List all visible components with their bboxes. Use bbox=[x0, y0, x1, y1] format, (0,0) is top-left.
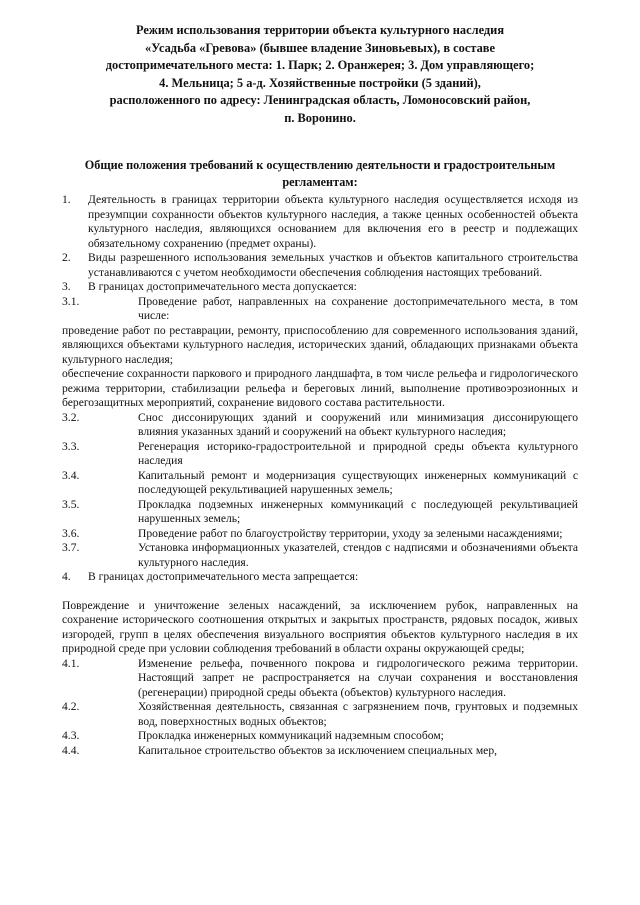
item-text: Виды разрешенного использования земельных участков и объектов капитального строительства устанавливаются с учетом необходимости обеспечения соблюдения настоящих требований. bbox=[88, 251, 578, 279]
item-text: В границах достопримечательного места допускается: bbox=[88, 280, 357, 293]
list-item bbox=[62, 440, 578, 469]
item-text: Установка информационных указателей, стендов с надписями и обозначениями объекта культурного наследия. bbox=[138, 541, 578, 569]
title-line: расположенного по адресу: Ленинградская область, Ломоносовский район, bbox=[109, 93, 531, 107]
list-item bbox=[62, 570, 578, 585]
title-line: 4. Мельница; 5 а-д. Хозяйственные постройки (5 зданий), bbox=[159, 75, 481, 90]
list-item bbox=[62, 700, 578, 729]
item-number: 3.2. bbox=[62, 410, 80, 424]
item-text: Прокладка подземных инженерных коммуникаций с последующей рекультивацией нарушенных земель; bbox=[138, 497, 578, 525]
list-item bbox=[62, 280, 578, 295]
list-item bbox=[62, 193, 578, 251]
item-text: Хозяйственная деятельность, связанная с загрязнением почв, грунтовых и подземных вод, поверхностных водных объектов; bbox=[138, 700, 578, 728]
list-item bbox=[62, 541, 578, 570]
item-number: 1. bbox=[62, 193, 71, 206]
list-item bbox=[62, 295, 578, 324]
list-paragraph: обеспечение сохранности паркового и природного ландшафта, в том числе рельефа и гидрологического режима территории, стабилизации рельефа и береговых линий, выполнение противоэрозионных и берегозащитных мероприятий, сохранение видового состава растительности. bbox=[62, 367, 578, 409]
title-line: «Усадьба «Гревова» (бывшее владение Зиновьевых), в составе bbox=[145, 40, 495, 55]
item-number: 2. bbox=[62, 251, 71, 264]
item-text: Изменение рельефа, почвенного покрова и гидрологического режима территории. Настоящий запрет не распространяется на случаи сохранения и восстановления (регенерации) природной среды объекта (объектов) культурного наследия. bbox=[138, 656, 578, 699]
item-text: В границах достопримечательного места запрещается: bbox=[88, 570, 359, 583]
item-text: Регенерация историко-градостроительной и природной среды объекта культурного наследия bbox=[138, 439, 578, 467]
item-number: 3.7. bbox=[62, 541, 80, 554]
document-title bbox=[62, 22, 578, 127]
list-paragraph: проведение работ по реставрации, ремонту, приспособлению для современного использования зданий, являющихся объектами культурного наследия, исторических зданий, обладающих признаками объекта культурного наследия; bbox=[62, 323, 578, 366]
item-number: 4.1. bbox=[62, 656, 80, 670]
item-number: 3.5. bbox=[62, 497, 80, 511]
item-number: 3.1. bbox=[62, 294, 80, 308]
item-text: Капитальный ремонт и модернизация существующих инженерных коммуникаций с последующей рекультивацией нарушенных земель; bbox=[138, 468, 578, 496]
list-item bbox=[62, 469, 578, 498]
list-item bbox=[62, 744, 578, 759]
section-heading-line: Общие положения требований к осуществлению деятельности и градостроительным bbox=[84, 158, 556, 172]
item-number: 3. bbox=[62, 280, 71, 293]
item-number: 4.2. bbox=[62, 700, 80, 713]
item-text: Снос диссонирующих зданий и сооружений или минимизация диссонирующего влияния указанных зданий и сооружений на объект культурного наследия; bbox=[138, 410, 578, 438]
item-number: 3.3. bbox=[62, 439, 80, 453]
title-line: достопримечательного места: 1. Парк; 2. Оранжерея; 3. Дом управляющего; bbox=[105, 58, 535, 72]
list-paragraph: Повреждение и уничтожение зеленых насаждений, за исключением рубок, направленных на сохранение исторического соотношения открытых и закрытых пространств, рядовых посадок, живых изгородей, групп в целях обеспечения визуального восприятия объектов культурного наследия в их природной среде при условии соблюдения требований в области охраны окружающей среды; bbox=[62, 598, 578, 655]
paragraph-gap bbox=[62, 585, 578, 599]
item-text: Прокладка инженерных коммуникаций надземным способом; bbox=[138, 729, 444, 742]
item-number: 4.3. bbox=[62, 729, 80, 742]
item-number: 3.6. bbox=[62, 526, 80, 540]
item-text: Деятельность в границах территории объекта культурного наследия осуществляется исходя из презумпции сохранности объектов культурного наследия, а также ценных особенностей объекта культурного наследия, являющихся основанием для включения его в реестр и подлежащих обязательному сохранению (предмет охраны). bbox=[88, 193, 578, 250]
list-item bbox=[62, 527, 578, 542]
section-heading-line: регламентам: bbox=[282, 175, 358, 189]
list-item bbox=[62, 498, 578, 527]
title-line: п. Воронино. bbox=[284, 110, 356, 125]
list-item bbox=[62, 411, 578, 440]
item-text: Капитальное строительство объектов за исключением специальных мер, bbox=[138, 743, 498, 757]
section-heading bbox=[62, 157, 578, 191]
requirements-list bbox=[62, 193, 578, 758]
item-number: 4. bbox=[62, 570, 71, 583]
item-text: Проведение работ, направленных на сохранение достопримечательного места, в том числе: bbox=[138, 294, 578, 322]
item-number: 3.4. bbox=[62, 468, 80, 482]
item-text: Проведение работ по благоустройству территории, уходу за зелеными насаждениями; bbox=[138, 526, 563, 540]
list-item bbox=[62, 657, 578, 701]
list-item bbox=[62, 251, 578, 280]
list-item bbox=[62, 729, 578, 744]
title-line: Режим использования территории объекта культурного наследия bbox=[135, 23, 505, 37]
item-number: 4.4. bbox=[62, 743, 80, 757]
